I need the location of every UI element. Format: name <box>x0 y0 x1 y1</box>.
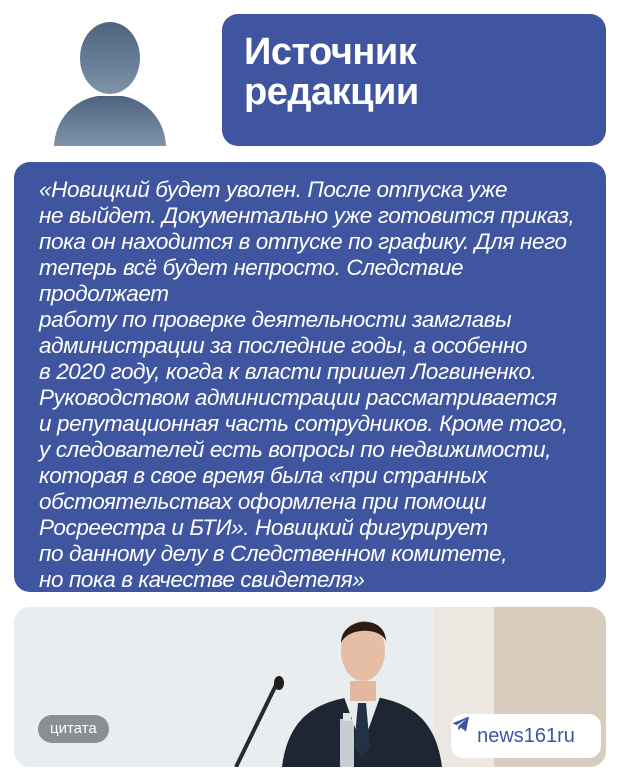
quote-box <box>14 162 606 592</box>
user-silhouette-icon <box>48 14 172 148</box>
source-title: Источник редакции <box>244 31 419 113</box>
source-box <box>222 14 606 146</box>
brand-name: news161ru <box>477 724 575 747</box>
brand-badge[interactable] <box>451 714 601 758</box>
photo-panel <box>14 607 606 767</box>
quote-text: «Новицкий будет уволен. После отпуска уже не выйдет. Документально уже готовится приказ, пока он находится в отпуске по графику. Для него теперь всё будет непросто. Следствие продолжает работу по проверке деятельности замглавы администрации за последние годы, а особенно в 2020 году, когда к власти пришел Логвиненко. Руководством администрации рассматривается и репутационная часть сотрудников. Кроме того, у следователей есть вопросы по недвижимости, которая в свое время была «при странных обстоятельствах оформлена при помощи Росреестра и БТИ». Новицкий фигурирует по данному делу в Следственном комитете, но пока в качестве свидетеля» <box>39 177 575 592</box>
quote-badge: цитата <box>38 715 109 743</box>
telegram-icon <box>451 714 471 734</box>
